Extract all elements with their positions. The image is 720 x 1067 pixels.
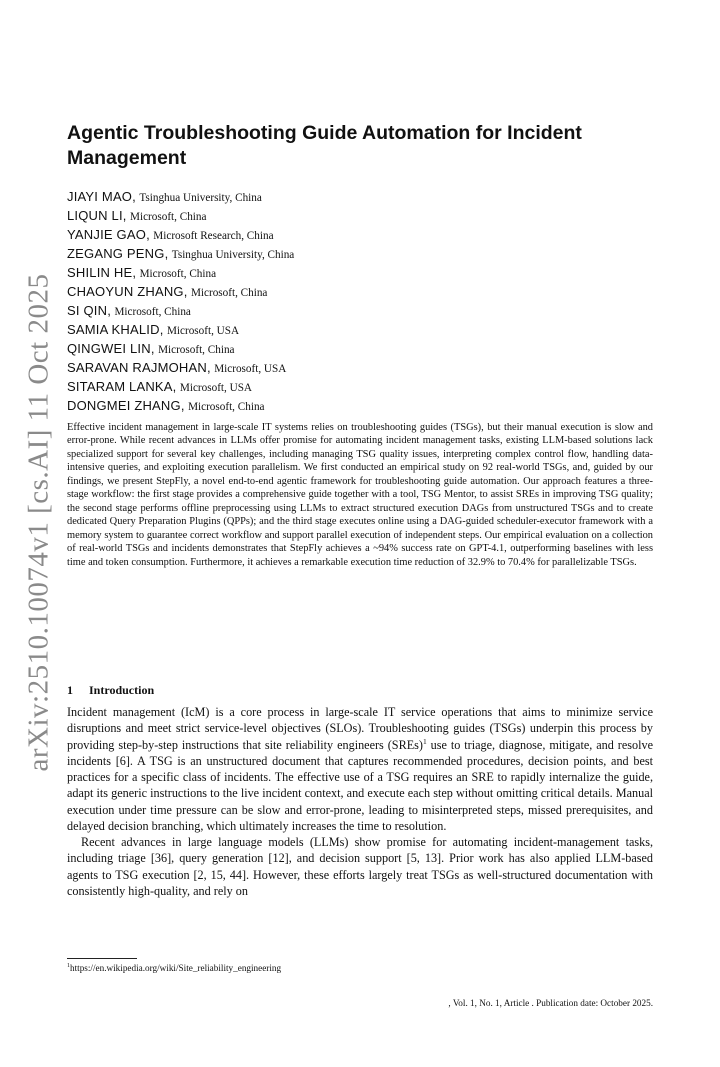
introduction-body	[67, 704, 653, 899]
intro-paragraph: Recent advances in large language models (LLMs) show promise for automating incident-management tasks, including triage [36], query generation [12], and decision support [5, 13]. Prior work has also applied LLM-based agents to TSG execution [2, 15, 44]. However, these efforts largely treat TSGs as well-structured documentation with consistently high-quality, and rely on	[67, 835, 653, 898]
author-entry: SHILIN HE, Microsoft, China	[67, 265, 217, 280]
footnote-marker[interactable]: 1	[422, 736, 427, 746]
author-affiliation: Microsoft, China	[130, 211, 207, 223]
author-affiliation: Microsoft, China	[139, 268, 217, 280]
author-affiliation: Microsoft, USA	[166, 325, 240, 337]
section-number: 1	[67, 683, 73, 697]
author-entry: LIQUN LI, Microsoft, China	[67, 208, 207, 223]
author-entry: SARAVAN RAJMOHAN, Microsoft, USA	[67, 360, 287, 375]
footnote-number: 1	[67, 962, 70, 969]
author-name: LIQUN LI	[67, 208, 123, 223]
author-affiliation: Microsoft Research, China	[153, 230, 274, 242]
author-name: ZEGANG PENG	[67, 246, 165, 261]
author-name: SAMIA KHALID	[67, 322, 160, 337]
section-title: Introduction	[89, 683, 155, 697]
author-name: SARAVAN RAJMOHAN	[67, 360, 207, 375]
running-footer: , Vol. 1, No. 1, Article . Publication date: October 2025.	[448, 998, 653, 1008]
author-entry: CHAOYUN ZHANG, Microsoft, China	[67, 284, 268, 299]
intro-paragraph	[67, 704, 653, 834]
author-entry: ZEGANG PENG, Tsinghua University, China	[67, 246, 295, 261]
author-name: QINGWEI LIN	[67, 341, 151, 356]
author-entry: QINGWEI LIN, Microsoft, China	[67, 341, 235, 356]
arxiv-identifier-stamp	[14, 273, 64, 771]
author-affiliation: Microsoft, USA	[179, 382, 253, 394]
author-affiliation: Microsoft, China	[158, 344, 235, 356]
author-affiliation: Tsinghua University, China	[139, 192, 262, 204]
author-affiliation: Microsoft, China	[114, 306, 191, 318]
footnote-divider	[67, 958, 137, 959]
footnote-link[interactable]: https://en.wikipedia.org/wiki/Site_reliability_engineering	[70, 963, 282, 973]
author-name: JIAYI MAO	[67, 189, 133, 204]
author-entry: YANJIE GAO, Microsoft Research, China	[67, 227, 274, 242]
author-name: CHAOYUN ZHANG	[67, 284, 184, 299]
author-name: SHILIN HE	[67, 265, 133, 280]
author-entry: DONGMEI ZHANG, Microsoft, China	[67, 398, 265, 413]
author-entry: SAMIA KHALID, Microsoft, USA	[67, 322, 240, 337]
author-name: DONGMEI ZHANG	[67, 398, 181, 413]
abstract: Effective incident management in large-scale IT systems relies on troubleshooting guides (TSGs), but their manual execution is slow and error-prone. While recent advances in LLMs offer promise for automating incident management tasks, existing LLM-based solutions lack specialized support for several key challenges, including managing TSG quality issues, interpreting complex control flow, handling data-intensive queries, and exploiting execution parallelism. We first conducted an empirical study on 92 real-world TSGs, and, guided by our findings, we present StepFly, a novel end-to-end agentic framework for troubleshooting guide automation. Our approach features a three-stage workflow: the first stage provides a comprehensive guide together with a tool, TSG Mentor, to assist SREs in improving TSG quality; the second stage performs offline preprocessing using LLMs to extract structured execution DAGs from unstructured TSGs and to create dedicated Query Preparation Plugins (QPPs); and the third stage executes online using a DAG-guided scheduler-executor framework with a memory system to guarantee correct workflow and support parallel execution of independent steps. Our empirical evaluation on a collection of real-world TSGs and incidents demonstrates that StepFly achieves a ~94% success rate on GPT-4.1, outperforming baselines with less time and token consumption. Furthermore, it achieves a remarkable execution time reduction of 32.9% to 70.4% for parallelizable TSGs.	[67, 422, 653, 568]
author-list	[67, 187, 627, 415]
arxiv-identifier-text: arXiv:2510.10074v1 [cs.AI] 11 Oct 2025	[22, 273, 55, 771]
author-affiliation: Microsoft, China	[190, 287, 268, 299]
footnote	[67, 962, 653, 974]
author-entry: JIAYI MAO, Tsinghua University, China	[67, 189, 262, 204]
paper-title: Agentic Troubleshooting Guide Automation for Incident Management	[67, 122, 582, 169]
author-entry: SITARAM LANKA, Microsoft, USA	[67, 379, 253, 394]
author-entry: SI QIN, Microsoft, China	[67, 303, 191, 318]
section-heading	[67, 683, 154, 698]
author-name: SI QIN	[67, 303, 108, 318]
intro-paragraph-text: Incident management (IcM) is a core process in large-scale IT service operations that aims to minimize service disruptions and meet strict service-level objectives (SLOs). Troubleshooting guides (TSGs) underpin this process by providing step-by-step instructions that site reliability engineers (SREs)	[67, 705, 653, 752]
author-affiliation: Tsinghua University, China	[171, 249, 295, 261]
author-name: SITARAM LANKA	[67, 379, 173, 394]
intro-paragraph-text: use to triage, diagnose, mitigate, and resolve incidents [6]. A TSG is an unstructured document that captures recommended procedures, decision points, and best practices for a specific class of incidents. The effective use of a TSG requires an SRE to rapidly internalize the guide, adapt its generic instructions to the live incident context, and execute each step without omitting critical details. Manual execution under time pressure can be slow and error-prone, leading to misinterpreted steps, missed prerequisites, and delayed decision branching, which ultimately increases the time to resolution.	[67, 737, 653, 833]
author-affiliation: Microsoft, China	[188, 401, 265, 413]
author-affiliation: Microsoft, USA	[214, 363, 287, 375]
author-name: YANJIE GAO	[67, 227, 147, 242]
